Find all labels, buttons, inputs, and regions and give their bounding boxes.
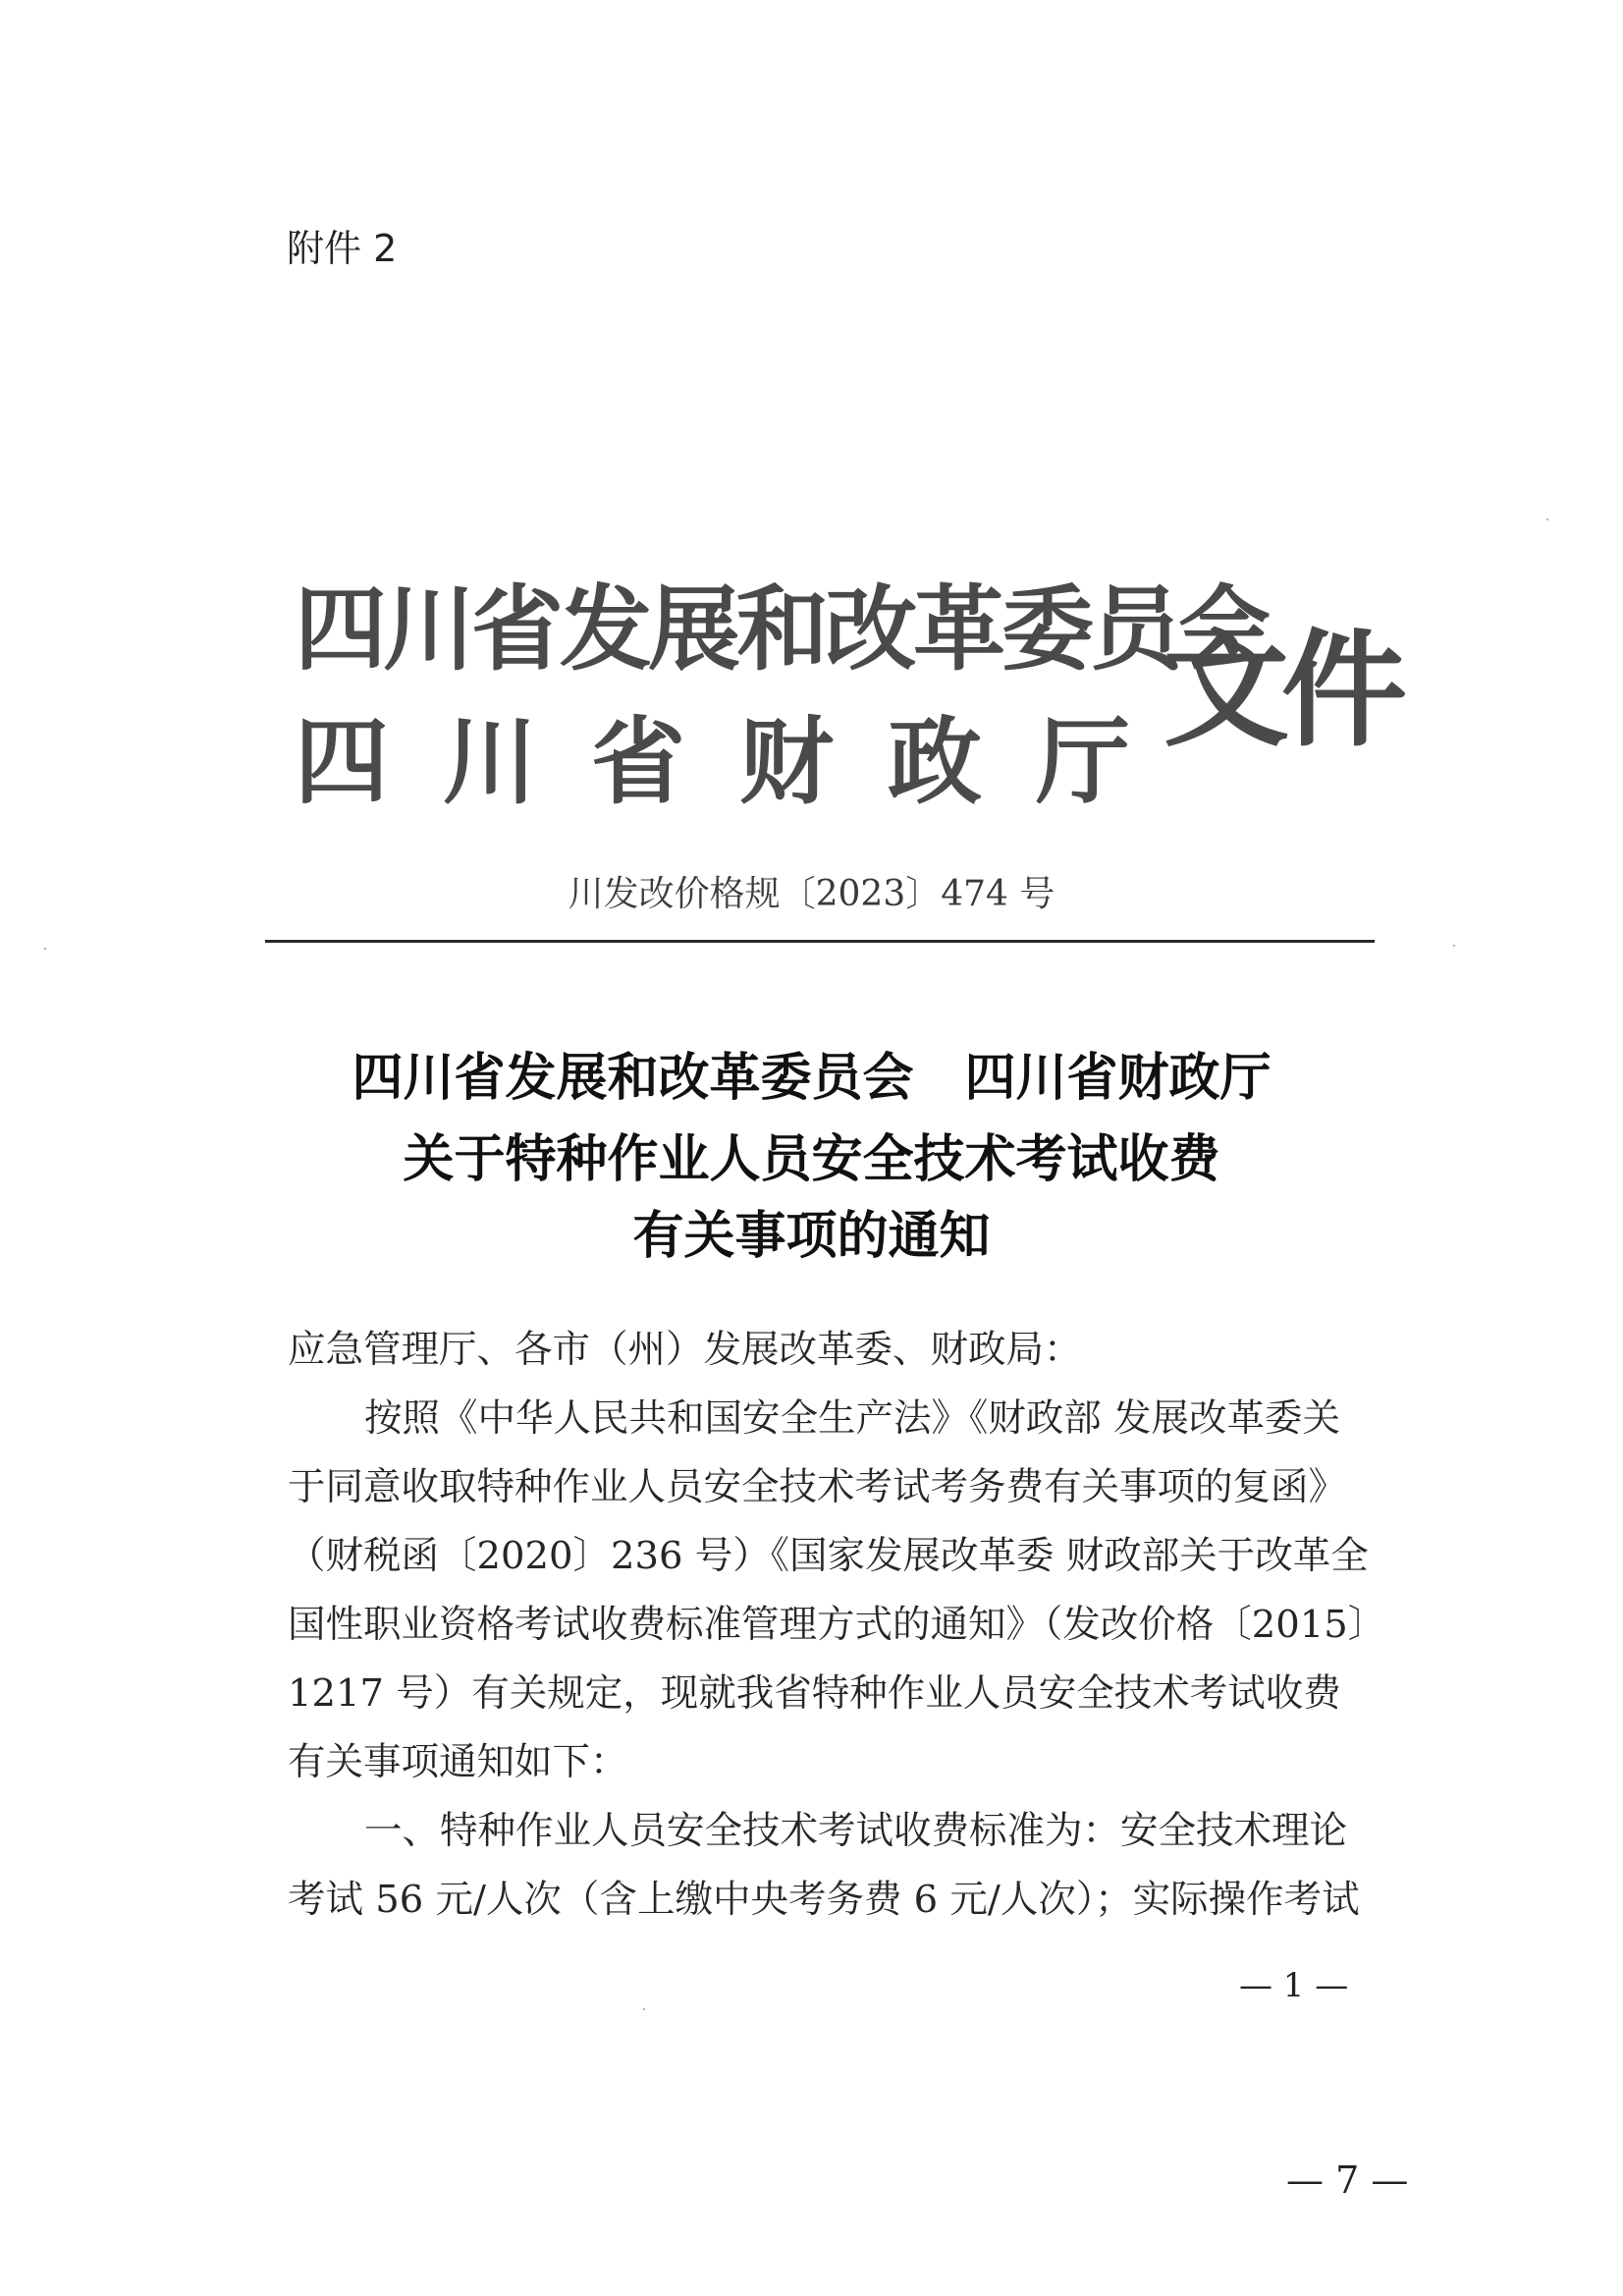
header-divider	[265, 940, 1375, 943]
inner-page-number: — 1 —	[1239, 1966, 1349, 2005]
issuer-line-2: 四川省财政厅	[295, 706, 1184, 817]
scan-speck	[44, 948, 46, 950]
body-paragraph: 按照《中华人民共和国安全生产法》《财政部 发展改革委关于同意收取特种作业人员安全技术考试考务费有关事项的复函》（财税函〔2020〕236 号）《国家发展改革委 财政部关于改革全国性职业资格考试收费标准管理方式的通知》（发改价格〔2015〕1217 号）有关规定，现就我省特种作业人员安全技术考试收费有关事项通知如下：	[288, 1396, 1369, 1784]
scan-speck	[1546, 519, 1548, 520]
title-line-2: 关于特种作业人员安全技术考试收费	[403, 1129, 1220, 1189]
scan-speck	[643, 2008, 645, 2010]
salutation: 应急管理厅、各市（州）发展改革委、财政局：	[288, 1328, 1082, 1372]
outer-page-number: — 7 —	[1286, 2159, 1409, 2202]
title-line-3: 有关事项的通知	[632, 1206, 991, 1266]
attachment-label: 附件 2	[287, 227, 398, 270]
title-line-1: 四川省发展和改革委员会 四川省财政厅	[352, 1048, 1271, 1108]
body-paragraph: 一、特种作业人员安全技术考试收费标准为：安全技术理论考试 56 元/人次（含上缴中央考务费 6 元/人次）；实际操作考试	[288, 1809, 1360, 1922]
document-word: 文件	[1163, 617, 1400, 764]
document-number: 川发改价格规〔2023〕474 号	[568, 874, 1055, 914]
scan-speck	[1453, 945, 1455, 947]
issuer-line-1: 四川省发展和改革委员会	[295, 575, 1268, 683]
notice-body	[288, 1316, 1373, 1935]
